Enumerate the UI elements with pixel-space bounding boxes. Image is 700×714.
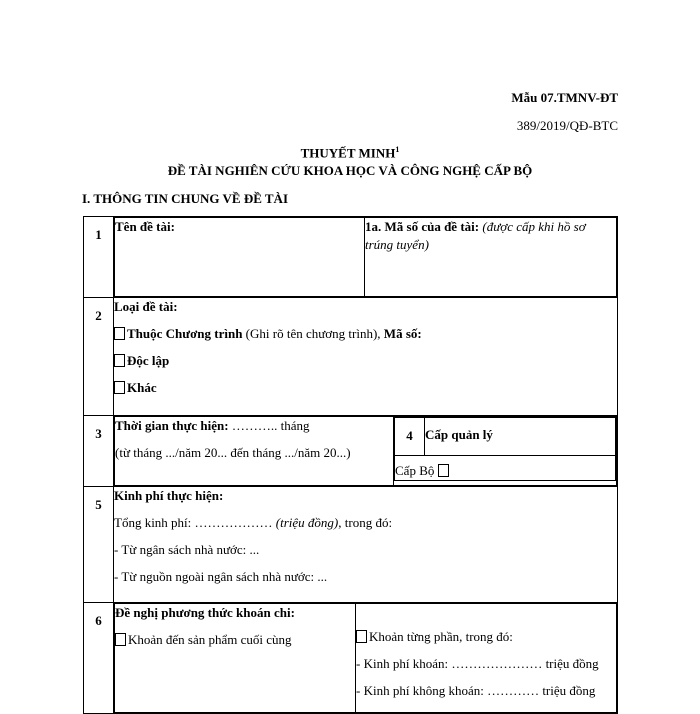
row-3: [84, 416, 618, 487]
checkbox-icon[interactable]: [114, 327, 125, 340]
row-number: 2: [84, 298, 114, 416]
title-footnote: 1: [395, 145, 400, 154]
partial-item-1: - Kinh phí khoán: ………………… triệu đồng: [356, 656, 599, 671]
option-final-product[interactable]: Khoản đến sản phẩm cuối cùng: [115, 631, 355, 649]
row-number: 6: [84, 603, 114, 714]
topic-code-note: (được cấp khi hồ sơ trúng tuyển): [365, 219, 586, 252]
option-independent[interactable]: Độc lập: [114, 352, 617, 370]
management-level-label: Cấp quản lý: [425, 418, 616, 456]
decision-number: 389/2019/QĐ-BTC: [516, 118, 618, 133]
option-program[interactable]: Thuộc Chương trình (Ghi rõ tên chương trình), Mã số:: [114, 325, 617, 343]
row-number: 3: [84, 416, 114, 487]
form-code: Mẫu 07.TMNV-ĐT: [511, 90, 618, 105]
management-level-option[interactable]: Cấp Bộ: [395, 456, 616, 481]
duration-value: ……….. tháng: [228, 418, 310, 433]
row-number: 4: [395, 418, 425, 456]
duration-range: (từ tháng .../năm 20... đến tháng .../năm 20...): [115, 445, 351, 460]
checkbox-icon[interactable]: [115, 633, 126, 646]
topic-type-label: Loại đề tài:: [114, 299, 178, 314]
option-other[interactable]: Khác: [114, 379, 617, 397]
topic-name-label: Tên đề tài:: [115, 219, 175, 234]
checkbox-icon[interactable]: [438, 464, 449, 477]
title-line1: THUYẾT MINH: [300, 145, 396, 161]
partial-item-2: - Kinh phí không khoán: ………… triệu đồng: [356, 683, 596, 698]
checkbox-icon[interactable]: [114, 381, 125, 394]
general-info-table: [83, 216, 618, 714]
row-number: 5: [84, 487, 114, 603]
section-heading: I. THÔNG TIN CHUNG VỀ ĐỀ TÀI: [82, 191, 289, 206]
document-subtitle: ĐỀ TÀI NGHIÊN CỨU KHOA HỌC VÀ CÔNG NGHỆ CẤP BỘ: [167, 163, 533, 178]
duration-label: Thời gian thực hiện:: [115, 418, 229, 433]
budget-label: Kinh phí thực hiện:: [114, 488, 224, 503]
document-title: [0, 145, 700, 161]
topic-code-label: 1a. Mã số của đề tài:: [365, 219, 480, 234]
row-6: [84, 603, 618, 714]
budget-total: Tổng kinh phí: ……………… (triệu đồng), trong đó:: [114, 515, 393, 530]
payment-method-label: Đề nghị phương thức khoán chi:: [115, 605, 295, 620]
row-number: 1: [84, 217, 114, 298]
budget-state: - Từ ngân sách nhà nước: ...: [114, 542, 260, 557]
row-1: [84, 217, 618, 298]
checkbox-icon[interactable]: [356, 630, 367, 643]
budget-other: - Từ nguồn ngoài ngân sách nhà nước: ...: [114, 569, 328, 584]
row-5: [84, 487, 618, 603]
row-2: [84, 298, 618, 416]
checkbox-icon[interactable]: [114, 354, 125, 367]
option-partial[interactable]: Khoản từng phần, trong đó:: [356, 628, 616, 646]
